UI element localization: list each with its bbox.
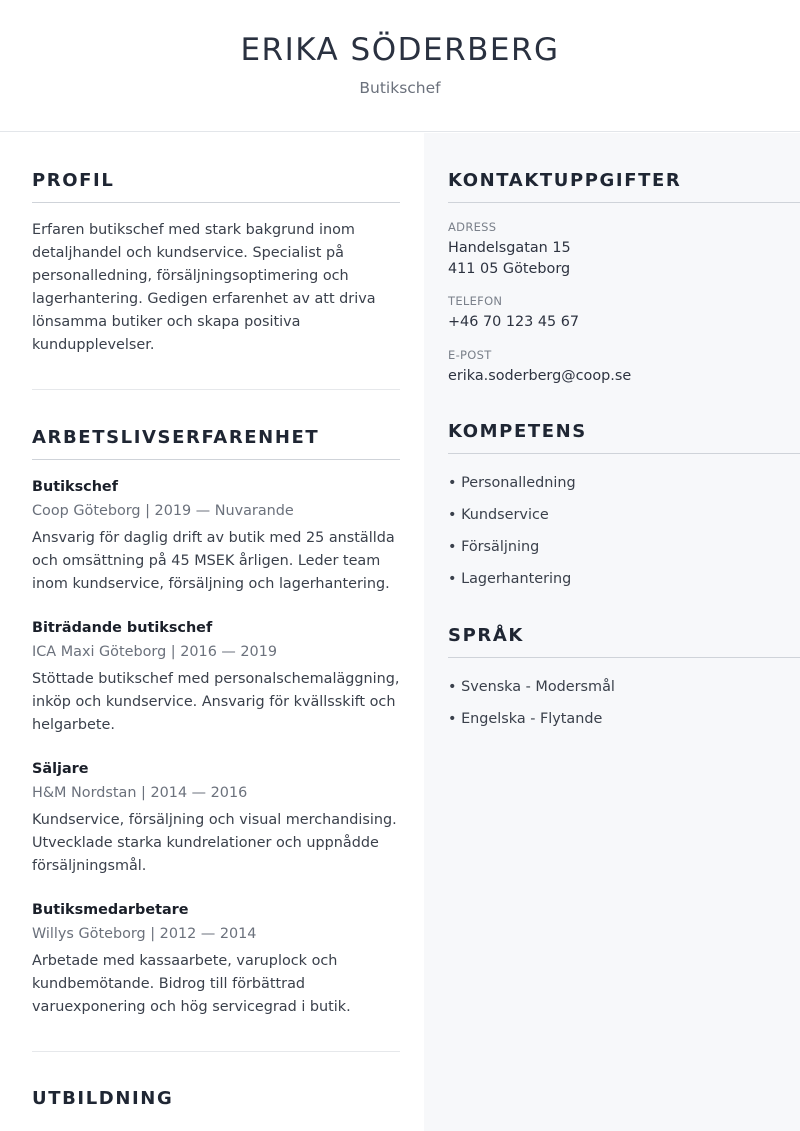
job-description: Ansvarig för daglig drift av butik med 25 anställda och omsättning på 45 MSEK årligen. Leder team inom kundservice, försäljning och lagerhantering.: [32, 530, 395, 592]
job-role: Biträdande butikschef: [32, 620, 213, 636]
section-divider: [32, 1051, 400, 1052]
languages-heading: SPRÅK: [448, 625, 524, 646]
profile-heading: PROFIL: [32, 170, 115, 191]
phone-value: +46 70 123 45 67: [448, 314, 580, 330]
section-divider: [32, 389, 400, 390]
education-section: [32, 1087, 400, 1111]
experience-heading-rule: [32, 459, 400, 460]
language-item: • Svenska - Modersmål: [448, 679, 615, 695]
email-value[interactable]: erika.soderberg@coop.se: [448, 367, 632, 384]
languages-section: [448, 624, 800, 729]
job-employer-dates: Willys Göteborg | 2012 — 2014: [32, 926, 257, 942]
sidebar-content: [424, 133, 800, 729]
skill-item: • Lagerhantering: [448, 571, 572, 587]
skills-heading: KOMPETENS: [448, 421, 587, 442]
job-entry: [32, 618, 400, 737]
language-item: • Engelska - Flytande: [448, 711, 603, 727]
sidebar-column: [424, 133, 800, 1131]
address-line-2: 411 05 Göteborg: [448, 260, 571, 277]
job-description: Kundservice, försäljning och visual merchandising. Utvecklade starka kundrelationer och uppnådde försäljningsmål.: [32, 812, 397, 874]
job-role: Butiksmedarbetare: [32, 902, 189, 918]
experience-heading: ARBETSLIVSERFARENHET: [32, 427, 320, 448]
job-description: Stöttade butikschef med personalschemaläggning, inköp och kundservice. Ansvarig för kvällsskift och helgarbete.: [32, 671, 400, 733]
job-title-headline: Butikschef: [359, 79, 441, 97]
skill-item: • Försäljning: [448, 539, 540, 555]
resume-header: [0, 0, 800, 132]
email-label: E-POST: [448, 347, 492, 362]
skill-item: • Kundservice: [448, 507, 549, 523]
contact-heading: KONTAKTUPPGIFTER: [448, 170, 682, 191]
experience-section: [32, 426, 400, 1019]
job-role: Säljare: [32, 761, 89, 777]
profile-text: Erfaren butikschef med stark bakgrund inom detaljhandel och kundservice. Specialist på personalledning, försäljningsoptimering och lagerhantering. Gedigen erfarenhet av att driva lönsamma butiker och skapa positiva kundupplevelser.: [32, 222, 376, 353]
job-entry: [32, 759, 400, 878]
job-employer-dates: ICA Maxi Göteborg | 2016 — 2019: [32, 644, 278, 660]
contact-heading-rule: [448, 202, 800, 203]
profile-heading-rule: [32, 202, 400, 203]
job-employer-dates: H&M Nordstan | 2014 — 2016: [32, 785, 248, 801]
skills-section: [448, 420, 800, 589]
job-description: Arbetade med kassaarbete, varuplock och kundbemötande. Bidrog till förbättrad varuexponering och hög servicegrad i butik.: [32, 953, 351, 1015]
person-name: ERIKA SÖDERBERG: [240, 32, 560, 68]
address-line-1: Handelsgatan 15: [448, 240, 571, 256]
education-heading: UTBILDNING: [32, 1088, 174, 1109]
job-entry: [32, 477, 400, 596]
job-employer-dates: Coop Göteborg | 2019 — Nuvarande: [32, 503, 294, 519]
skill-item: • Personalledning: [448, 475, 576, 491]
address-label: ADRESS: [448, 220, 497, 234]
languages-heading-rule: [448, 657, 800, 658]
job-entry: [32, 900, 400, 1019]
job-role: Butikschef: [32, 479, 118, 495]
skills-heading-rule: [448, 453, 800, 454]
contact-section: [448, 133, 800, 386]
main-column: [32, 133, 400, 1111]
profile-section: [32, 169, 400, 357]
phone-label: TELEFON: [448, 294, 503, 308]
